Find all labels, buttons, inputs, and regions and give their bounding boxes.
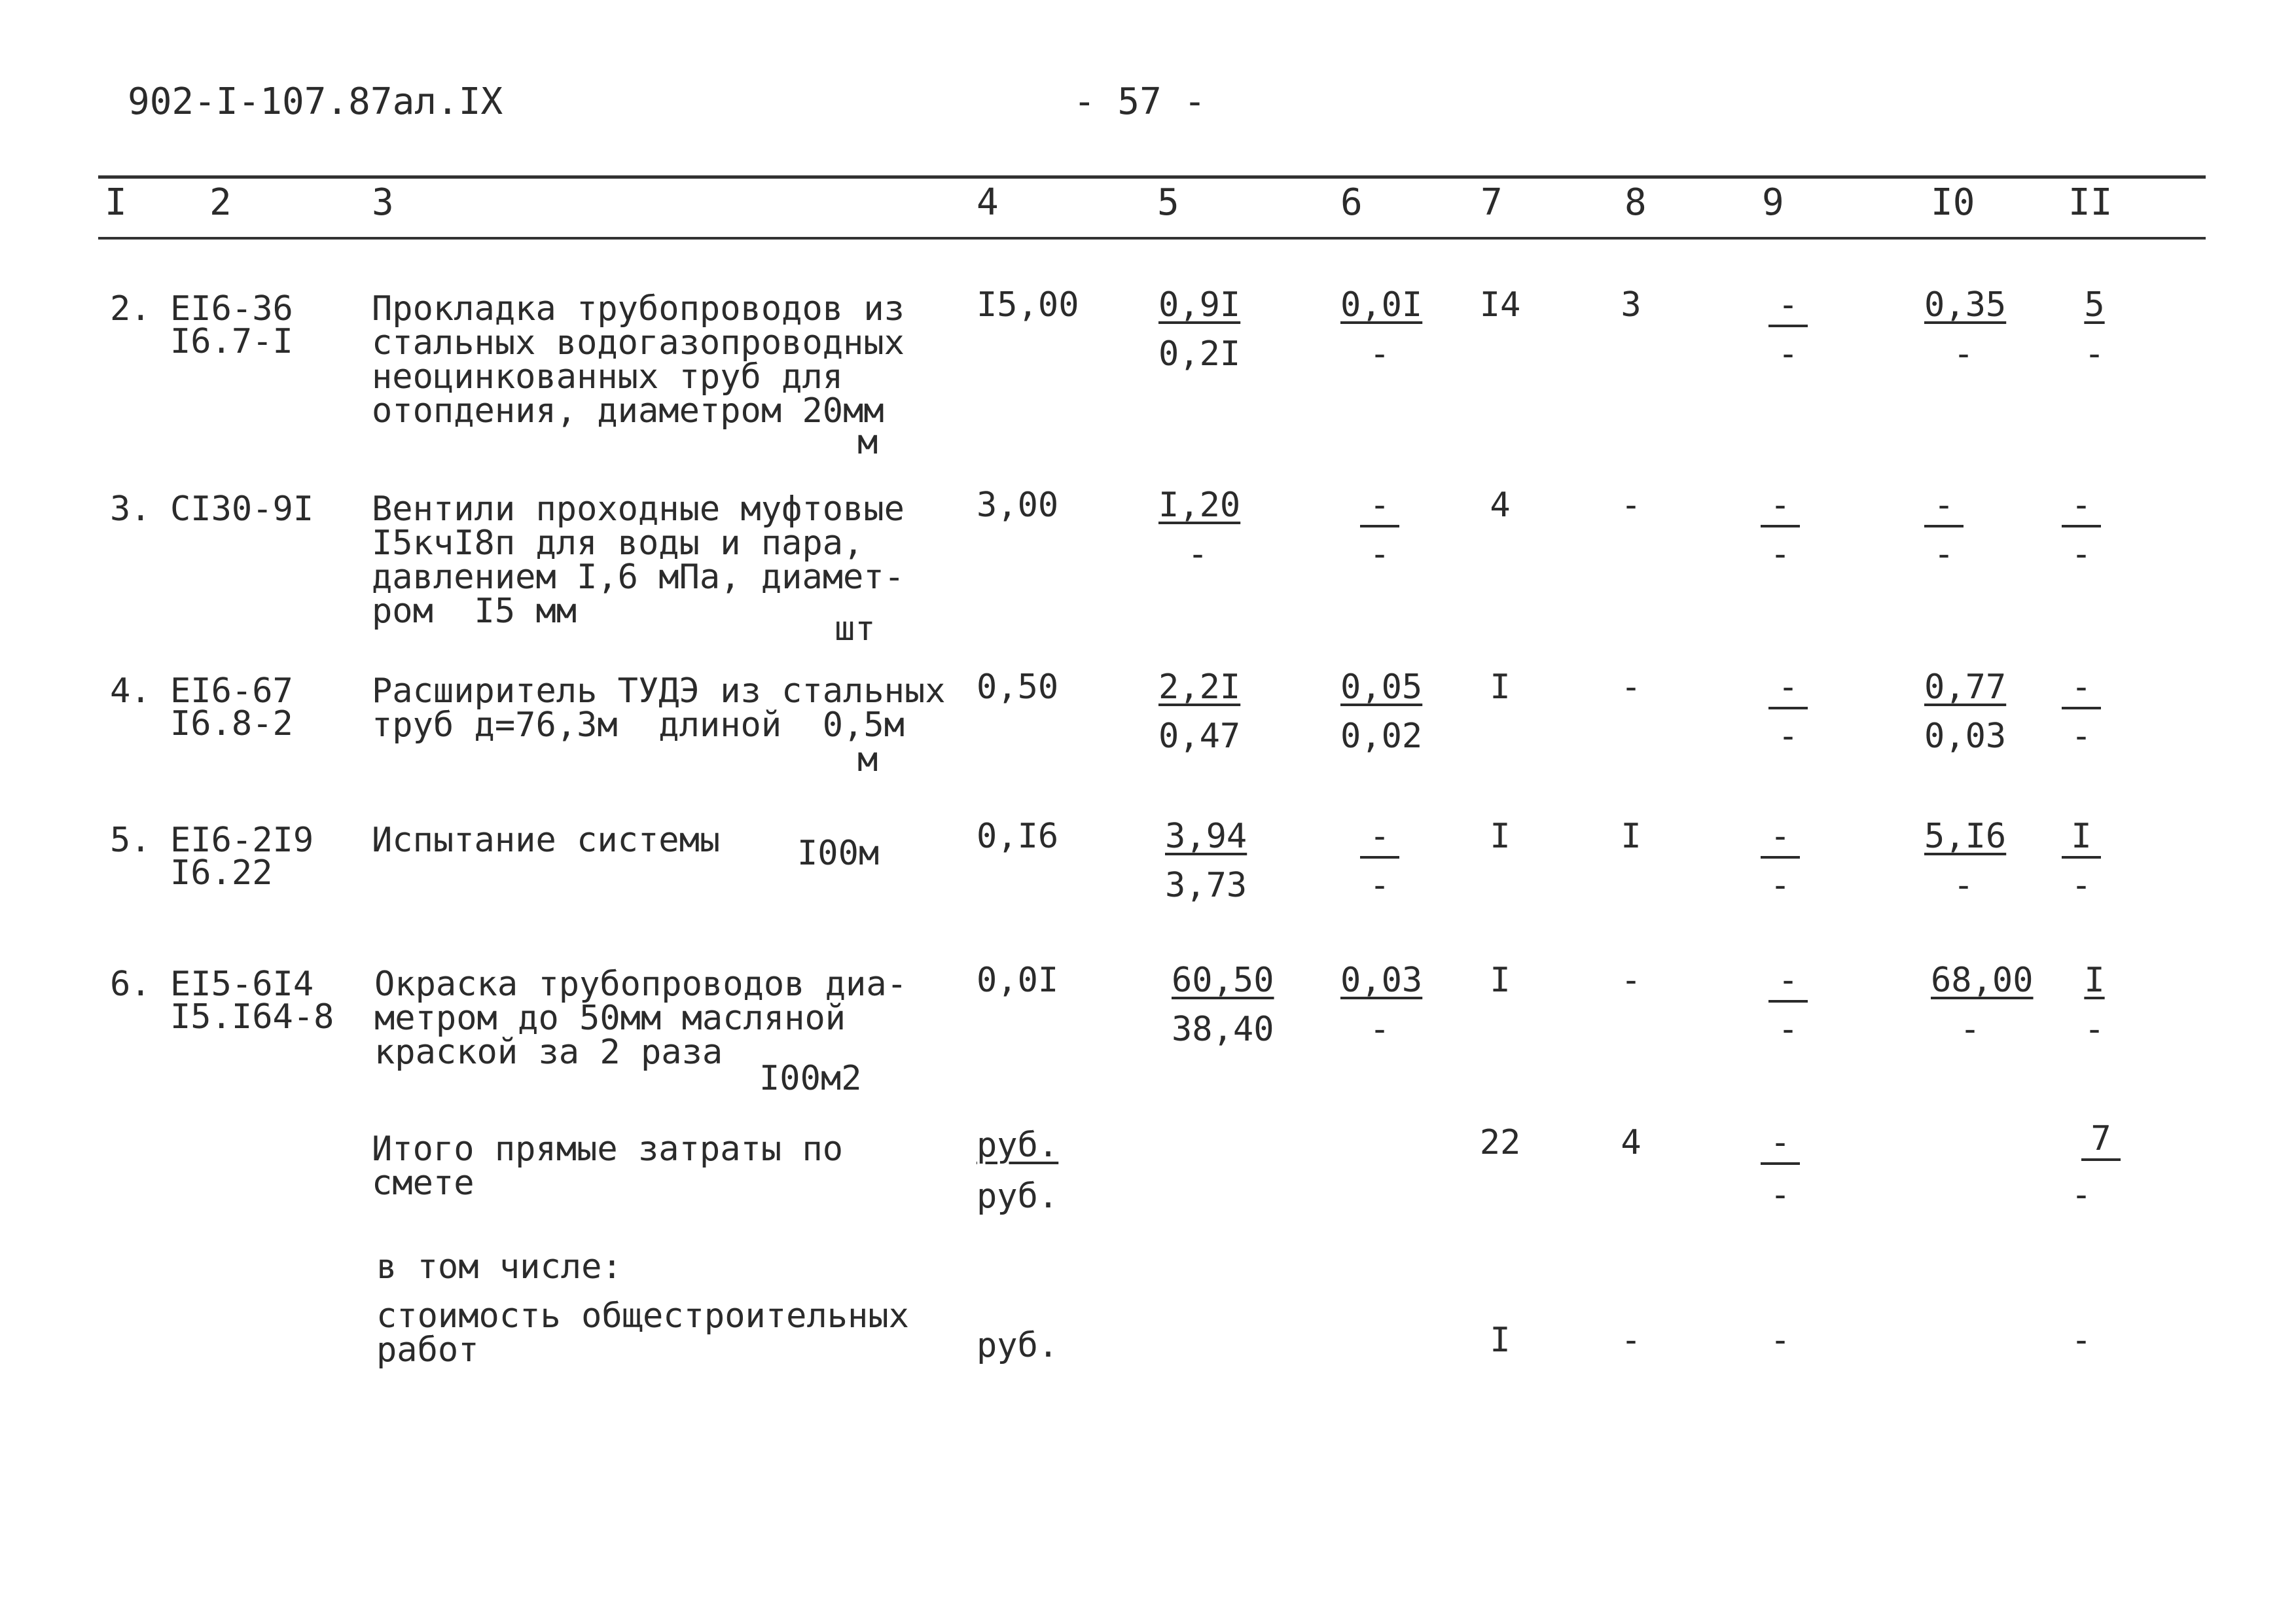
quantity: I5,00 xyxy=(977,285,1079,325)
total-wage: I xyxy=(1621,817,1641,856)
machine-wage-cost: - xyxy=(1369,1010,1390,1049)
col9-bottom: - xyxy=(1770,535,1791,574)
column-header-9: 9 xyxy=(1762,181,1784,224)
column-header-11: II xyxy=(2068,181,2113,224)
total-cost: I xyxy=(1490,961,1511,1000)
col9-bottom: - xyxy=(1770,866,1791,905)
labor-per-unit-machinist: - xyxy=(1953,866,1974,905)
labor-per-unit: 5,I6 xyxy=(1924,817,2007,856)
rate-code: EI5-6I4 xyxy=(170,965,314,1004)
labor-per-unit-machinist: - xyxy=(1960,1010,1981,1049)
norm-code: I6.8-2 xyxy=(170,704,293,743)
totals-unit-bottom: руб. xyxy=(977,1177,1059,1216)
row-number: 5. xyxy=(110,821,151,860)
table-header-rule xyxy=(98,237,2206,240)
totals-labor-machinist: - xyxy=(2071,1175,2092,1215)
total-cost: I xyxy=(1490,817,1511,856)
including-label: в том числе: xyxy=(376,1247,622,1287)
col9-top: - xyxy=(1741,488,1820,522)
rate-code: EI6-2I9 xyxy=(170,821,314,860)
unit-of-measure: I00м xyxy=(797,834,880,873)
col9-bottom: - xyxy=(1778,717,1799,756)
labor-total-machinist: - xyxy=(2084,334,2105,374)
totals-col9-bottom: - xyxy=(1770,1175,1791,1215)
unit-cost: 60,50 xyxy=(1172,961,1274,1000)
labor-per-unit-machinist: - xyxy=(1933,535,1954,574)
labor-total-machinist: - xyxy=(2071,717,2092,756)
rate-code: EI6-67 xyxy=(170,671,293,711)
document-code: 902-I-107.87ал.IX xyxy=(128,80,503,123)
total-cost: I xyxy=(1490,668,1511,707)
labor-per-unit: 68,00 xyxy=(1931,961,2034,1000)
unit-wage-cost: 38,40 xyxy=(1172,1010,1274,1049)
page-number: - 57 - xyxy=(1073,80,1206,123)
labor-total: 5 xyxy=(2084,285,2105,325)
total-wage: - xyxy=(1621,668,1641,707)
table-top-rule xyxy=(98,175,2206,179)
col9-top: - xyxy=(1749,963,1827,997)
labor-per-unit-machinist: 0,03 xyxy=(1924,717,2007,756)
column-header-2: 2 xyxy=(209,181,232,224)
unit-of-measure: I00м2 xyxy=(759,1059,862,1098)
general-works-col9: - xyxy=(1770,1321,1791,1360)
totals-label: Итого прямые затраты по смете xyxy=(372,1130,844,1203)
norm-code: I6.22 xyxy=(170,853,273,893)
unit-wage-cost: 0,47 xyxy=(1158,717,1241,756)
row-number: 2. xyxy=(110,289,151,329)
norm-code: I5.I64-8 xyxy=(170,997,334,1037)
machine-wage-cost: 0,02 xyxy=(1340,717,1423,756)
totals-labor: 7 xyxy=(2062,1122,2140,1156)
total-cost: 4 xyxy=(1490,486,1511,525)
machine-cost: 0,0I xyxy=(1340,285,1423,325)
unit-wage-cost: - xyxy=(1187,535,1208,574)
quantity: 0,I6 xyxy=(977,817,1059,856)
column-header-5: 5 xyxy=(1157,181,1179,224)
quantity: 0,50 xyxy=(977,668,1059,707)
labor-per-unit: 0,35 xyxy=(1924,285,2007,325)
total-wage: 3 xyxy=(1621,285,1641,325)
general-works-unit: руб. xyxy=(977,1326,1059,1365)
col9-bottom: - xyxy=(1778,334,1799,374)
work-description: Прокладка трубопроводов из стальных водогазопроводных неоцинкованных труб для отопдения, диаметром 20мм xyxy=(372,289,905,431)
work-description: Испытание системы xyxy=(372,821,721,860)
column-header-8: 8 xyxy=(1624,181,1647,224)
machine-cost: - xyxy=(1340,488,1419,522)
labor-total-machinist: - xyxy=(2071,535,2092,574)
unit-of-measure: шт xyxy=(834,609,876,649)
unit-wage-cost: 0,2I xyxy=(1158,334,1241,374)
general-works-wage: - xyxy=(1621,1321,1641,1360)
machine-wage-cost: - xyxy=(1369,334,1390,374)
row-number: 4. xyxy=(110,671,151,711)
column-header-10: I0 xyxy=(1931,181,1975,224)
totals-wage: 4 xyxy=(1621,1123,1641,1162)
machine-wage-cost: - xyxy=(1369,866,1390,905)
column-header-3: 3 xyxy=(372,181,394,224)
unit-cost: 0,9I xyxy=(1158,285,1241,325)
totals-unit-top: руб. xyxy=(977,1126,1059,1165)
unit-cost: 2,2I xyxy=(1158,668,1241,707)
rate-code: EI6-36 xyxy=(170,289,293,329)
work-description: Окраска трубопроводов диа- метром до 50мм масляной краской за 2 раза xyxy=(374,965,907,1072)
column-header-1: I xyxy=(105,181,127,224)
rate-code: CI30-9I xyxy=(170,490,314,529)
column-header-7: 7 xyxy=(1480,181,1503,224)
work-description: Вентили проходные муфтовые I5кчI8п для воды и пара, давлением I,6 мПа, диамет- ром I5 мм xyxy=(372,490,905,631)
general-works-labor: - xyxy=(2071,1321,2092,1360)
unit-wage-cost: 3,73 xyxy=(1165,866,1247,905)
quantity: 3,00 xyxy=(977,486,1059,525)
total-wage: - xyxy=(1621,486,1641,525)
general-works-cost: I xyxy=(1490,1321,1511,1360)
row-number: 3. xyxy=(110,490,151,529)
labor-per-unit-machinist: - xyxy=(1953,334,1974,374)
total-wage: - xyxy=(1621,961,1641,1000)
totals-col9-top: - xyxy=(1741,1126,1820,1160)
machine-wage-cost: - xyxy=(1369,535,1390,574)
unit-cost: I,20 xyxy=(1158,486,1241,525)
labor-per-unit: - xyxy=(1905,488,1983,522)
machine-cost: 0,05 xyxy=(1340,668,1423,707)
unit-of-measure: м xyxy=(857,740,878,779)
column-header-4: 4 xyxy=(977,181,999,224)
labor-total: I xyxy=(2084,961,2105,1000)
labor-total-machinist: - xyxy=(2071,866,2092,905)
labor-total-machinist: - xyxy=(2084,1010,2105,1049)
machine-cost: - xyxy=(1340,819,1419,853)
norm-code: I6.7-I xyxy=(170,322,293,361)
col9-top: - xyxy=(1749,288,1827,322)
general-works-label: стоимость общестроительных работ xyxy=(376,1296,909,1370)
labor-total: - xyxy=(2042,670,2121,704)
row-number: 6. xyxy=(110,965,151,1004)
unit-of-measure: м xyxy=(857,423,878,462)
column-header-6: 6 xyxy=(1340,181,1363,224)
labor-total: - xyxy=(2042,488,2121,522)
totals-cost: 22 xyxy=(1479,1123,1521,1162)
machine-cost: 0,03 xyxy=(1340,961,1423,1000)
labor-total: I xyxy=(2042,819,2121,853)
col9-top: - xyxy=(1741,819,1820,853)
quantity: 0,0I xyxy=(977,961,1059,1000)
col9-top: - xyxy=(1749,670,1827,704)
work-description: Расширитель ТУДЭ из стальных труб д=76,3м длиной 0,5м xyxy=(372,671,946,745)
unit-cost: 3,94 xyxy=(1165,817,1247,856)
col9-bottom: - xyxy=(1778,1010,1799,1049)
labor-per-unit: 0,77 xyxy=(1924,668,2007,707)
total-cost: I4 xyxy=(1479,285,1521,325)
